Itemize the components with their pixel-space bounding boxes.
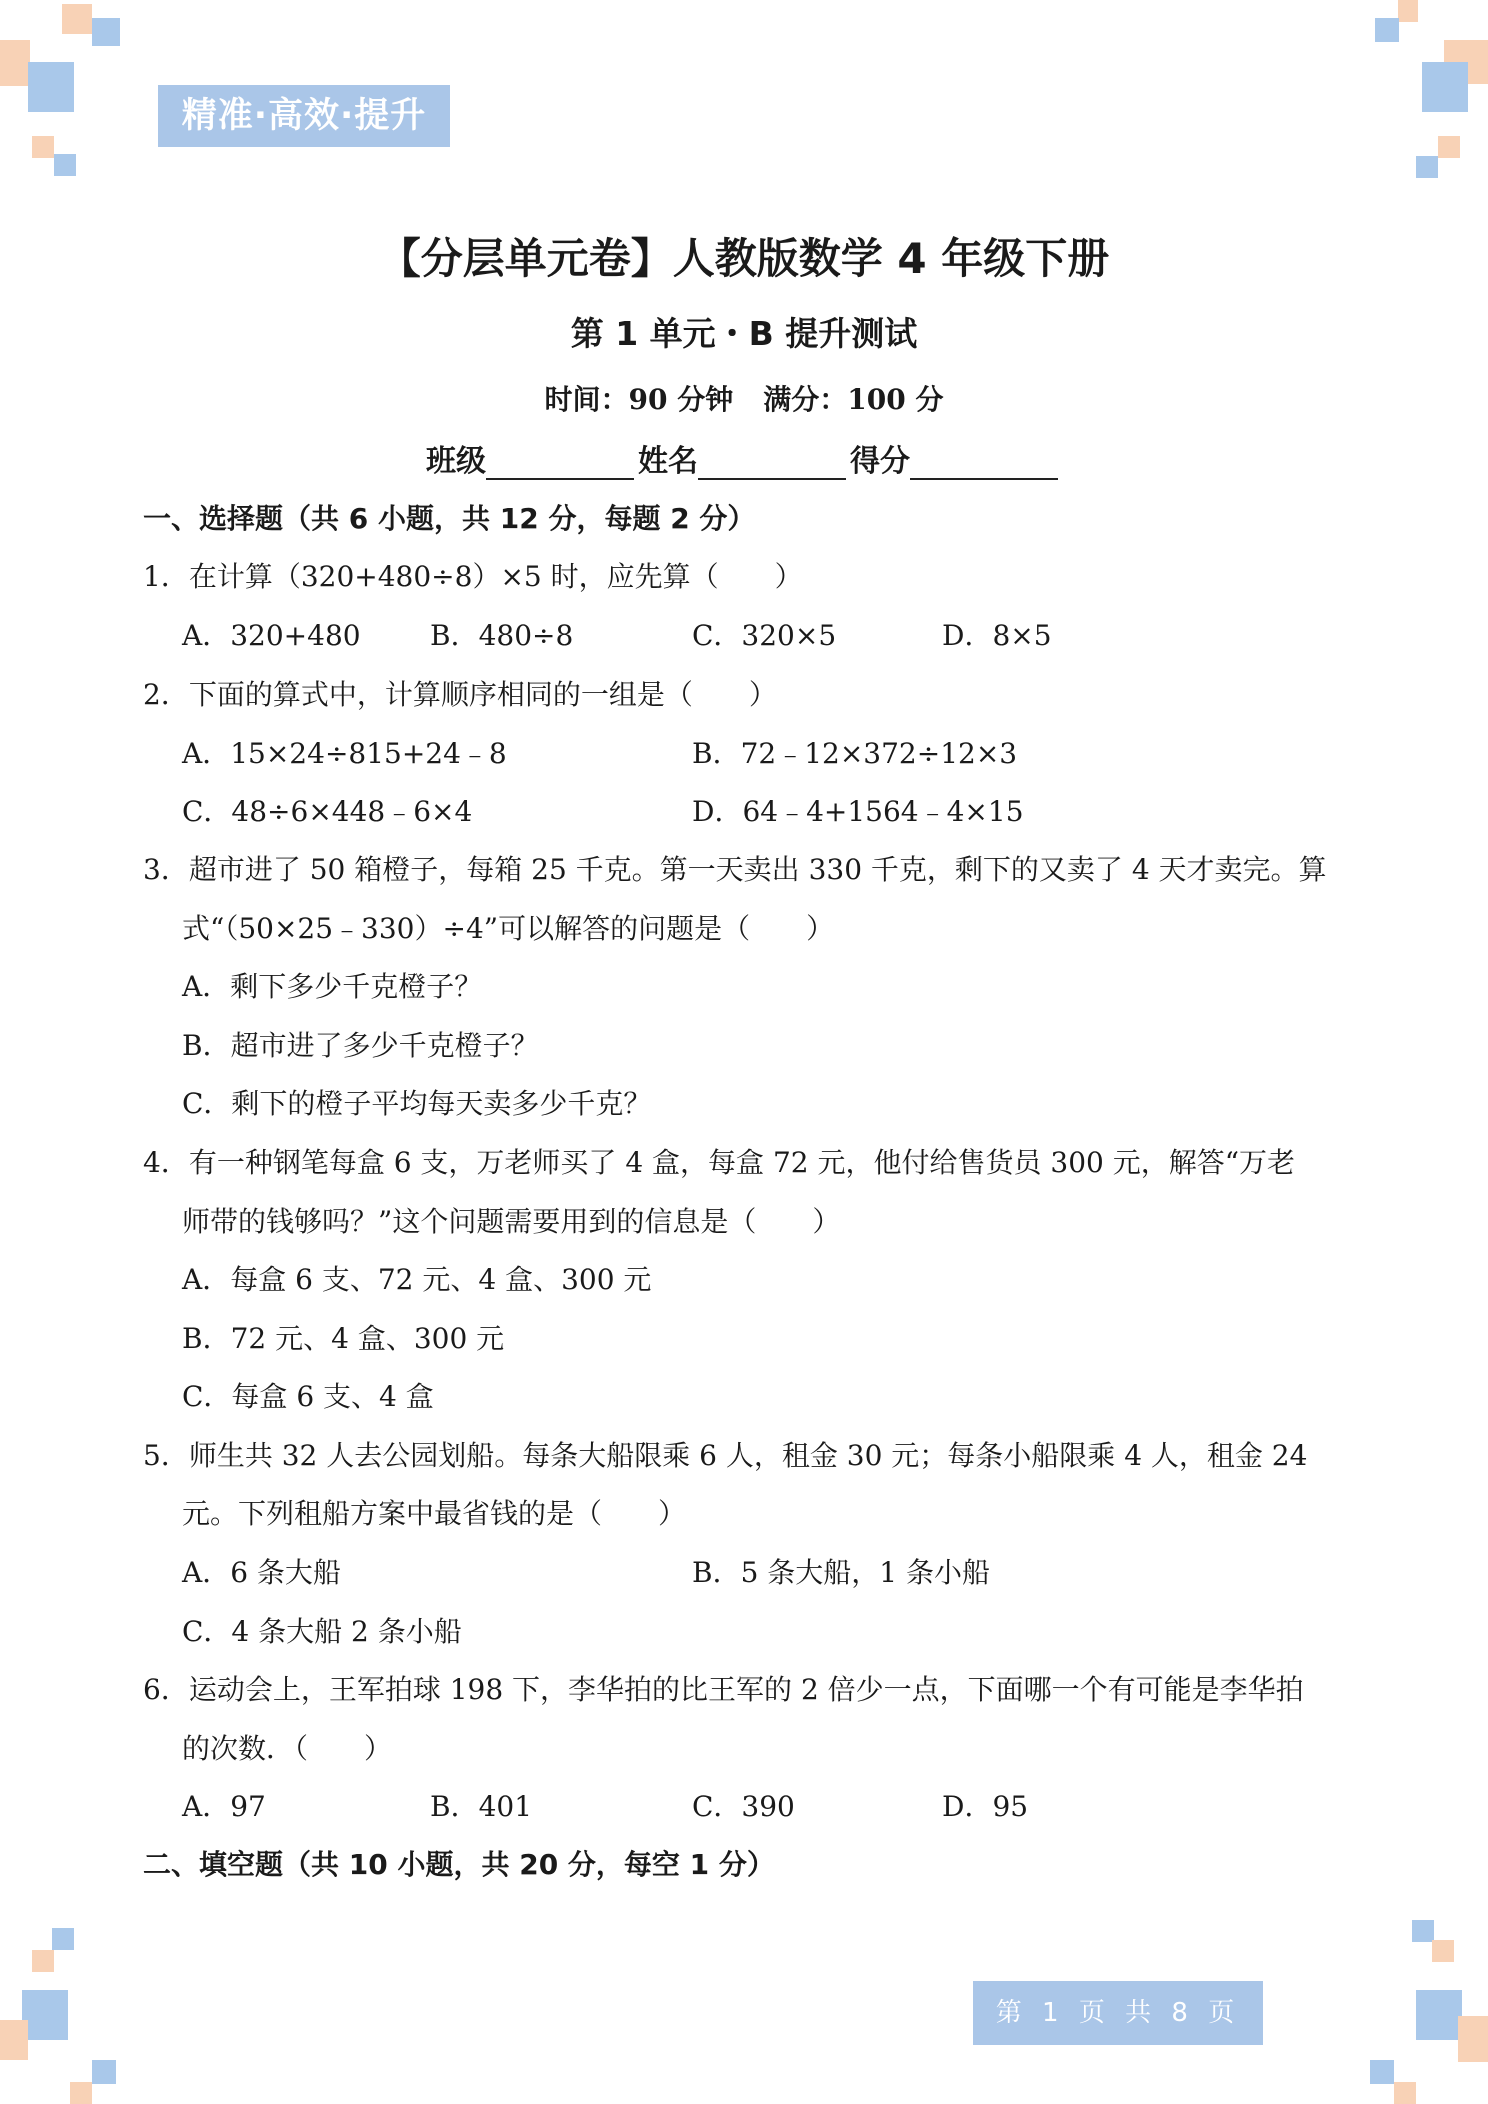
exam-full-score: 满分：100 分: [763, 383, 944, 416]
option: C．320×5: [692, 619, 837, 652]
option: B．480÷8: [430, 619, 574, 652]
option: A．97: [182, 1790, 266, 1823]
corner-decoration: [1394, 2082, 1416, 2104]
corner-decoration: [22, 1990, 68, 2040]
score-label: 得分: [850, 444, 910, 479]
corner-decoration: [1370, 2060, 1394, 2084]
option: C．剩下的橙子平均每天卖多少千克？: [182, 1087, 652, 1120]
corner-decoration: [62, 4, 92, 34]
option: B．72﹣12×372÷12×3: [692, 737, 1018, 770]
name-blank[interactable]: [698, 444, 846, 480]
section-heading: 二、填空题（共 10 小题，共 20 分，每空 1 分）: [143, 1848, 775, 1881]
question-stem-cont: 师带的钱够吗？”这个问题需要用到的信息是（ ）: [182, 1205, 841, 1238]
question-stem-cont: 式“（50×25﹣330）÷4”可以解答的问题是（ ）: [182, 912, 835, 945]
corner-decoration: [70, 2082, 92, 2104]
corner-decoration: [0, 2020, 28, 2060]
corner-decoration: [1398, 0, 1418, 22]
name-label: 姓名: [638, 444, 698, 479]
corner-decoration: [1412, 1920, 1434, 1942]
corner-decoration: [28, 62, 74, 112]
page-title: 【分层单元卷】人教版数学 4 年级下册: [378, 234, 1110, 283]
question-stem: 4．有一种钢笔每盒 6 支，万老师买了 4 盒，每盒 72 元，他付给售货员 300 元，解答“万老: [143, 1146, 1296, 1179]
corner-decoration: [32, 136, 54, 158]
option: B．401: [430, 1790, 533, 1823]
option: A．剩下多少千克橙子？: [182, 970, 483, 1003]
page-number: 第 1 页 共 8 页: [973, 1981, 1263, 2045]
corner-decoration: [1416, 156, 1438, 178]
option: A．320+480: [182, 619, 361, 652]
page-subtitle: 第 1 单元・B 提升测试: [570, 314, 918, 353]
option: A．每盒 6 支、72 元、4 盒、300 元: [182, 1263, 652, 1296]
option: C．4 条大船 2 条小船: [182, 1615, 462, 1648]
section-heading: 一、选择题（共 6 小题，共 12 分，每题 2 分）: [143, 502, 756, 535]
option: D．8×5: [942, 619, 1052, 652]
option: A．6 条大船: [182, 1556, 341, 1589]
option: B．超市进了多少千克橙子？: [182, 1029, 539, 1062]
question-stem-cont: 元。下列租船方案中最省钱的是（ ）: [182, 1497, 687, 1530]
option: C．390: [692, 1790, 795, 1823]
question-stem: 6．运动会上，王军拍球 198 下，李华拍的比王军的 2 倍少一点，下面哪一个有可能是李华拍: [143, 1673, 1304, 1706]
option: B．72 元、4 盒、300 元: [182, 1322, 505, 1355]
option: D．95: [942, 1790, 1029, 1823]
question-stem: 1．在计算（320+480÷8）×5 时，应先算（ ）: [143, 560, 803, 593]
corner-decoration: [1416, 1990, 1462, 2040]
class-label: 班级: [426, 444, 486, 479]
question-stem-cont: 的次数．（ ）: [182, 1732, 393, 1765]
exam-meta: [0, 378, 1488, 418]
corner-decoration: [1375, 18, 1399, 42]
question-stem: 3．超市进了 50 箱橙子，每箱 25 千克。第一天卖出 330 千克，剩下的又卖了 4 天才卖完。算: [143, 853, 1327, 886]
option: A．15×24÷815+24﹣8: [182, 737, 507, 770]
option: D．64﹣4+1564﹣4×15: [692, 795, 1024, 828]
exam-time: 时间：90 分钟: [544, 383, 734, 416]
corner-decoration: [0, 40, 30, 86]
corner-decoration: [1438, 136, 1460, 158]
corner-decoration: [52, 1928, 74, 1950]
corner-decoration: [54, 154, 76, 176]
corner-decoration: [1422, 62, 1468, 112]
option: C．每盒 6 支、4 盒: [182, 1380, 434, 1413]
corner-decoration: [92, 2060, 116, 2084]
question-stem: 2．下面的算式中，计算顺序相同的一组是（ ）: [143, 678, 777, 711]
corner-decoration: [1432, 1940, 1454, 1962]
question-stem: 5．师生共 32 人去公园划船。每条大船限乘 6 人，租金 30 元；每条小船限乘 4 人，租金 24: [143, 1439, 1308, 1472]
brand-banner: 精准·高效·提升: [158, 85, 450, 147]
corner-decoration: [92, 18, 120, 46]
score-blank[interactable]: [910, 444, 1058, 480]
option: B．5 条大船，1 条小船: [692, 1556, 991, 1589]
option: C．48÷6×448﹣6×4: [182, 795, 473, 828]
corner-decoration: [32, 1950, 54, 1972]
student-info: [0, 436, 1488, 480]
class-blank[interactable]: [486, 444, 634, 480]
corner-decoration: [1458, 2016, 1488, 2062]
